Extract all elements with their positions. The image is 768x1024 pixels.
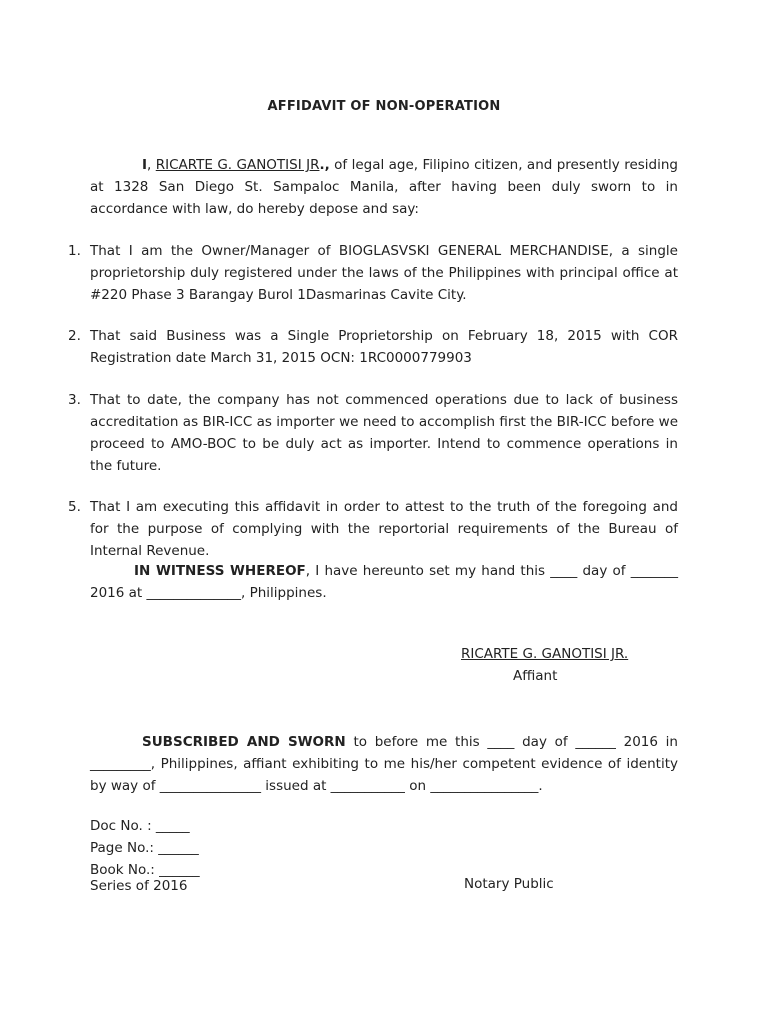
doc-number: Doc No. : _____ xyxy=(90,818,190,834)
jurat-lead: SUBSCRIBED AND SWORN xyxy=(142,734,346,750)
item-number: 3. xyxy=(68,392,81,408)
item-text: That said Business was a Single Proprietorship on February 18, 2015 with COR Registration date March 31, 2015 OCN: 1RC0000779903 xyxy=(90,328,678,366)
notary-public-label: Notary Public xyxy=(464,876,554,892)
item-number: 2. xyxy=(68,328,81,344)
intro-pronoun: I xyxy=(142,157,148,173)
intro-separator: , xyxy=(147,157,156,173)
series-year: Series of 2016 xyxy=(90,878,188,894)
intro-text: of legal age, Filipino citizen, and presently residing at 1328 San Diego St. Sampaloc Manila, after having been duly sworn to in accordance with law, do hereby depose and say: xyxy=(90,157,678,217)
page-number: Page No.: ______ xyxy=(90,840,199,856)
item-number: 5. xyxy=(68,499,81,515)
numbered-item xyxy=(68,389,678,477)
numbered-item xyxy=(68,240,678,306)
item-text: That to date, the company has not commenced operations due to lack of business accreditation as BIR-ICC as importer we need to accomplish first the BIR-ICC before we proceed to AMO-BOC to be duly act as importer. Intend to commence operations in the future. xyxy=(90,392,678,474)
witness-text: , I have hereunto set my hand this ____ day of _______ 2016 at ______________, Philippines. xyxy=(90,563,678,601)
affiant-signature-name: RICARTE G. GANOTISI JR. xyxy=(461,646,629,662)
item-text: That I am the Owner/Manager of BIOGLASVSKI GENERAL MERCHANDISE, a single proprietorship duly registered under the laws of the Philippines with principal office at #220 Phase 3 Barangay Burol 1Dasmarinas Cavite City. xyxy=(90,243,678,303)
affiant-label: Affiant xyxy=(513,668,558,684)
jurat-paragraph xyxy=(90,731,678,797)
witness-paragraph xyxy=(90,560,678,604)
numbered-item xyxy=(68,496,678,562)
affiant-name-suffix: ., xyxy=(319,157,330,173)
affiant-name-inline: RICARTE G. GANOTISI JR xyxy=(155,157,320,173)
book-number: Book No.: ______ xyxy=(90,862,200,878)
witness-lead: IN WITNESS WHEREOF xyxy=(134,563,306,579)
intro-paragraph xyxy=(90,154,678,220)
jurat-text: to before me this ____ day of ______ 2016 in _________, Philippines, affiant exhibiting to me his/her competent evidence of identity by way of _______________ issued at ___________ on ________________. xyxy=(90,734,678,794)
item-number: 1. xyxy=(68,243,81,259)
item-text: That I am executing this affidavit in order to attest to the truth of the foregoing and for the purpose of complying with the reportorial requirements of the Bureau of Internal Revenue. xyxy=(90,499,678,559)
numbered-item xyxy=(68,325,678,369)
document-title: AFFIDAVIT OF NON-OPERATION xyxy=(267,99,501,114)
